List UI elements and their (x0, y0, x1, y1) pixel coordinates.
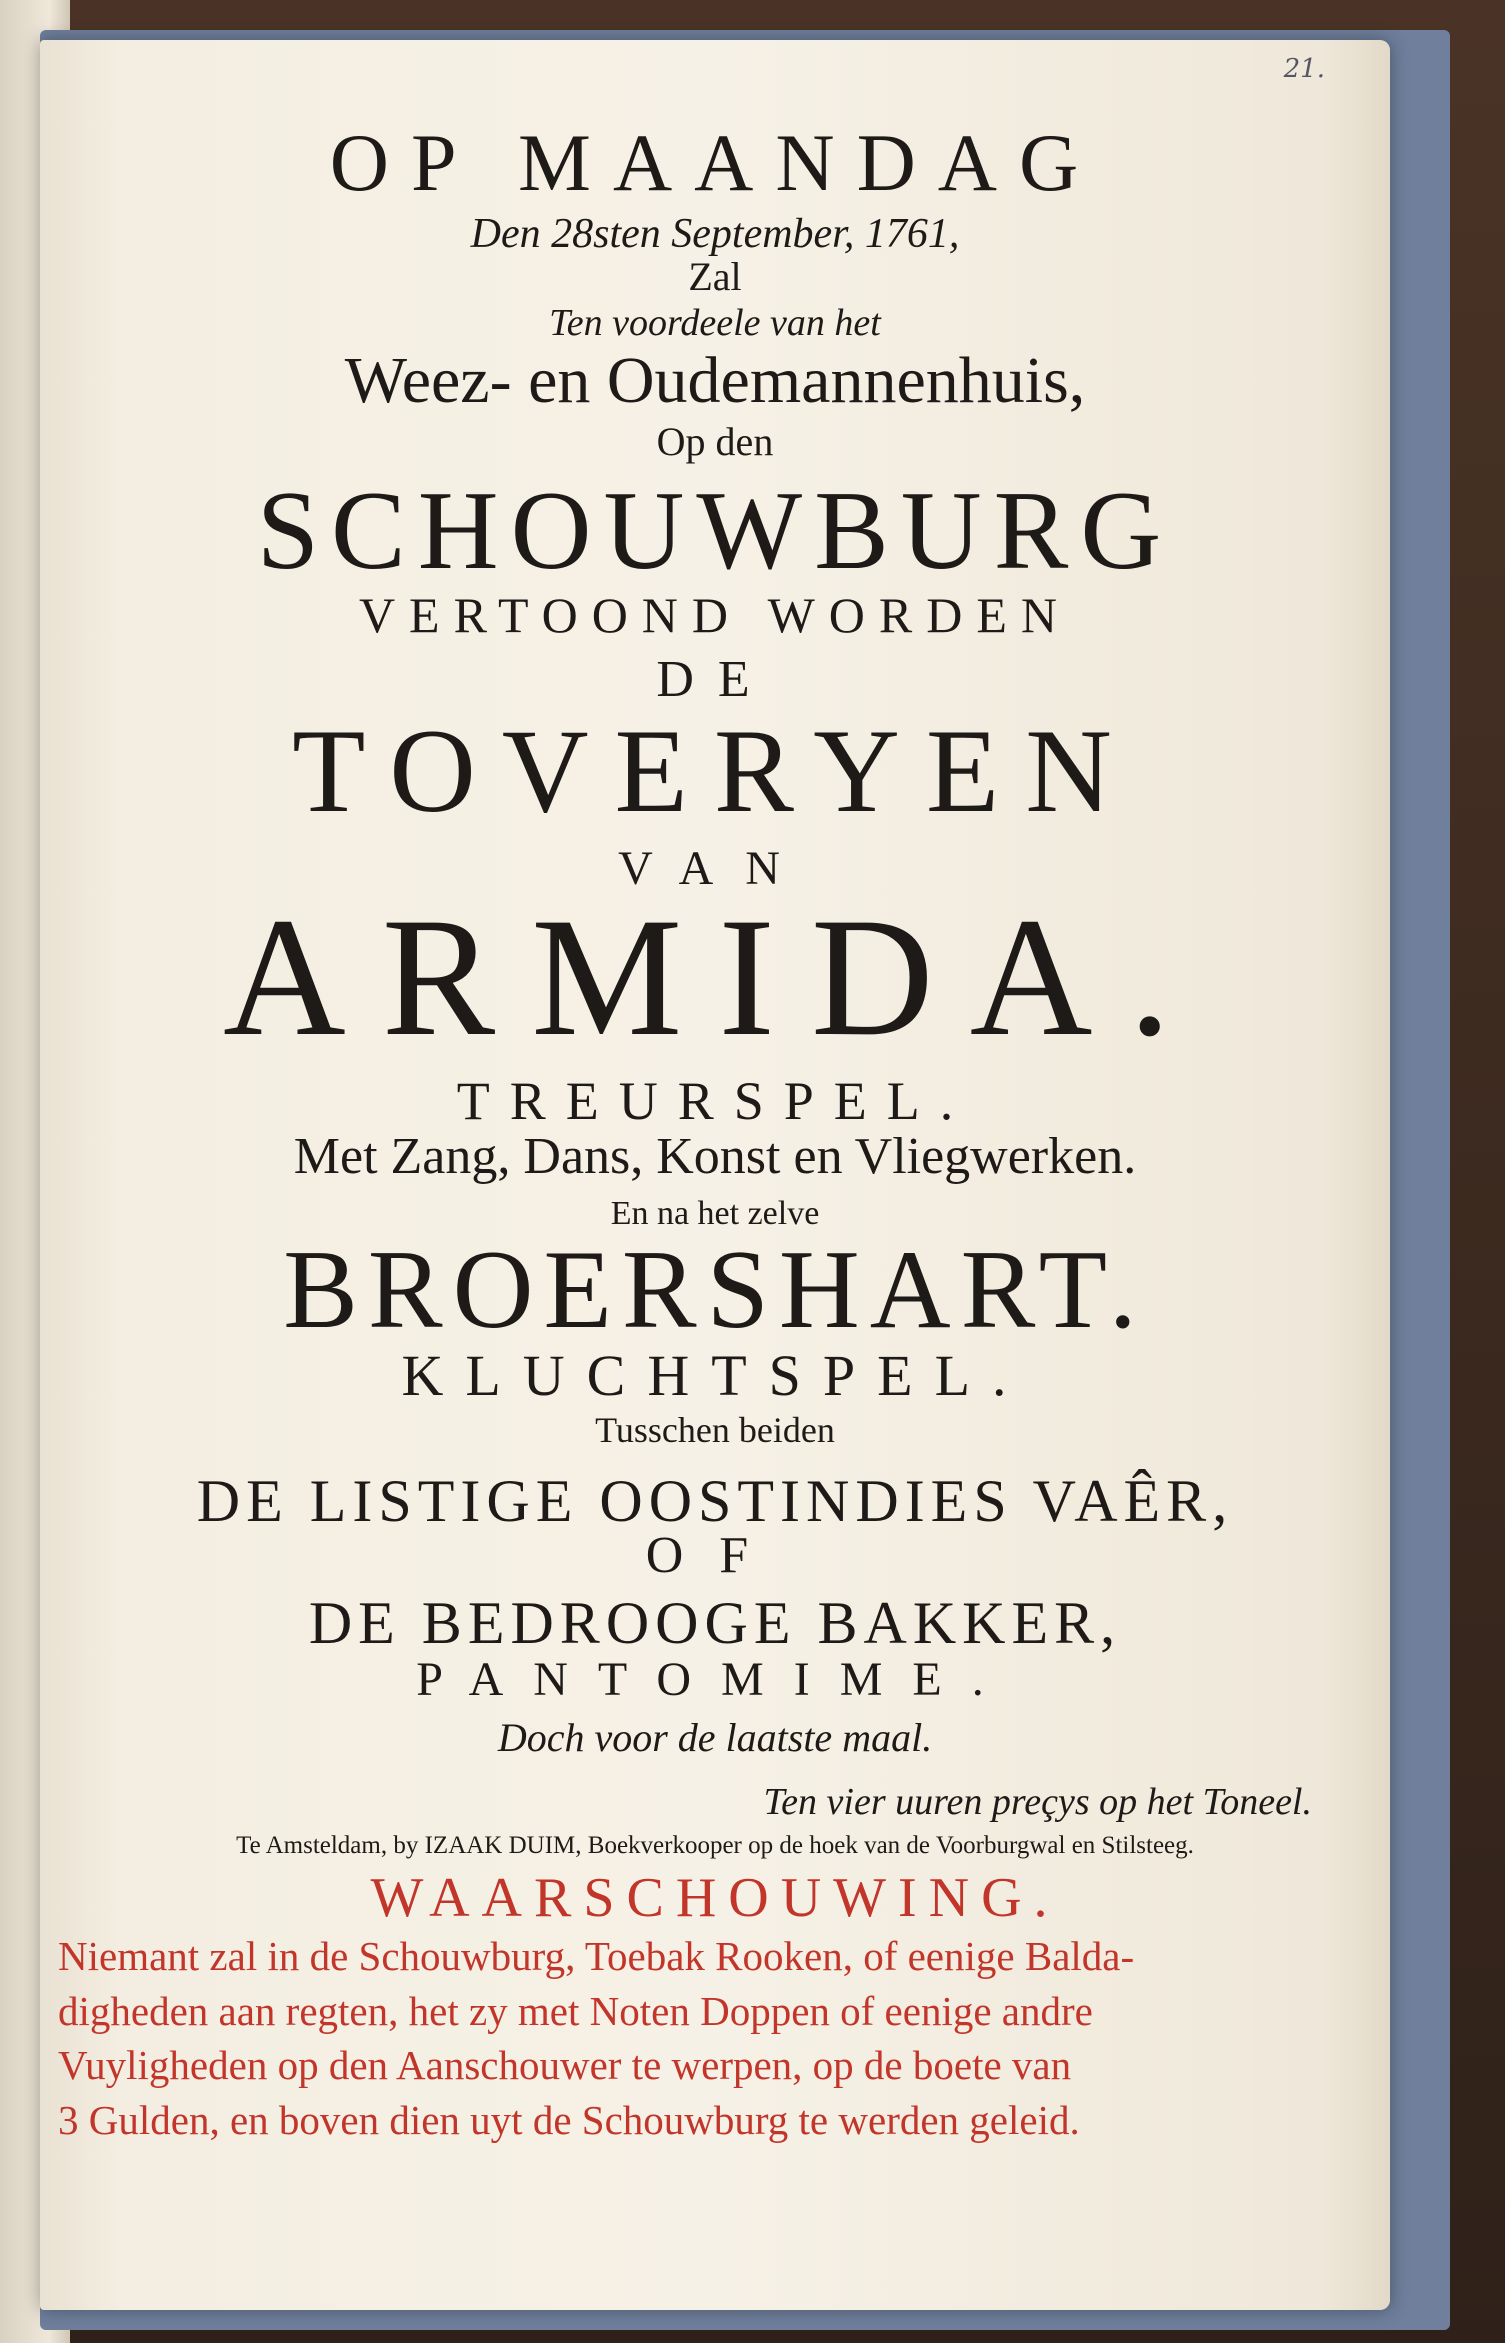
day-heading: OP MAANDAG (329, 117, 1101, 208)
play-title-1: TOVERYEN (292, 704, 1138, 838)
van-line: VAN (618, 842, 812, 896)
de-line: DE (656, 651, 774, 709)
warning-line: Niemant zal in de Schouwburg, Toebak Rooken, of eenige Balda- (58, 1933, 1135, 1980)
warning-heading: WAARSCHOUWING. (370, 1867, 1060, 1930)
warning-line: Vuyligheden op den Aanschouwer te werpen, op de boete van (58, 2042, 1072, 2089)
afterwards-line: En na het zelve (610, 1195, 820, 1233)
venue-heading: SCHOUWBURG (256, 469, 1174, 594)
features-line: Met Zang, Dans, Konst en Vliegwerken. (293, 1127, 1137, 1185)
genre-farce: KLUCHTSPEL. (401, 1342, 1029, 1408)
zal-line: Zal (688, 254, 742, 300)
date-line: Den 28sten September, 1761, (470, 211, 960, 258)
warning-line: 3 Gulden, en boven dien uyt de Schouwburg te werden geleid. (58, 2096, 1080, 2143)
op-den-line: Op den (656, 419, 774, 465)
beneficiary-line: Weez- en Oudemannenhuis, (344, 344, 1086, 418)
benefit-line: Ten voordeele van het (549, 302, 881, 345)
printer-line: Te Amsteldam, by IZAAK DUIM, Boekverkooper op de hoek van de Voorburgwal en Stilsteeg. (236, 1832, 1194, 1860)
play-title-2: ARMIDA. (223, 883, 1207, 1072)
playbill-page (40, 40, 1390, 2310)
pantomime-title-2: DE BEDROOGE BAKKER, (308, 1589, 1122, 1656)
between-line: Tusschen beiden (595, 1410, 835, 1451)
warning-line: digheden aan regten, het zy met Noten Doppen of eenige andre (58, 1987, 1093, 2034)
playbill-content (40, 117, 1390, 2146)
performed-line: VERTOOND WORDEN (358, 586, 1072, 643)
genre-pantomime: PANTOMIME. (416, 1652, 1014, 1706)
page-number: 21. (1283, 54, 1325, 84)
farce-title: BROERSHART. (283, 1227, 1147, 1352)
pantomime-title-1: DE LISTIGE OOSTINDIES VAÊR, (196, 1468, 1234, 1535)
of-line: OF (645, 1527, 785, 1585)
genre-tragedy: TREURSPEL. (456, 1070, 974, 1131)
start-time-line: Ten vier uuren preçys op het Toneel. (763, 1781, 1312, 1824)
last-time-line: Doch voor de laatste maal. (497, 1715, 933, 1761)
